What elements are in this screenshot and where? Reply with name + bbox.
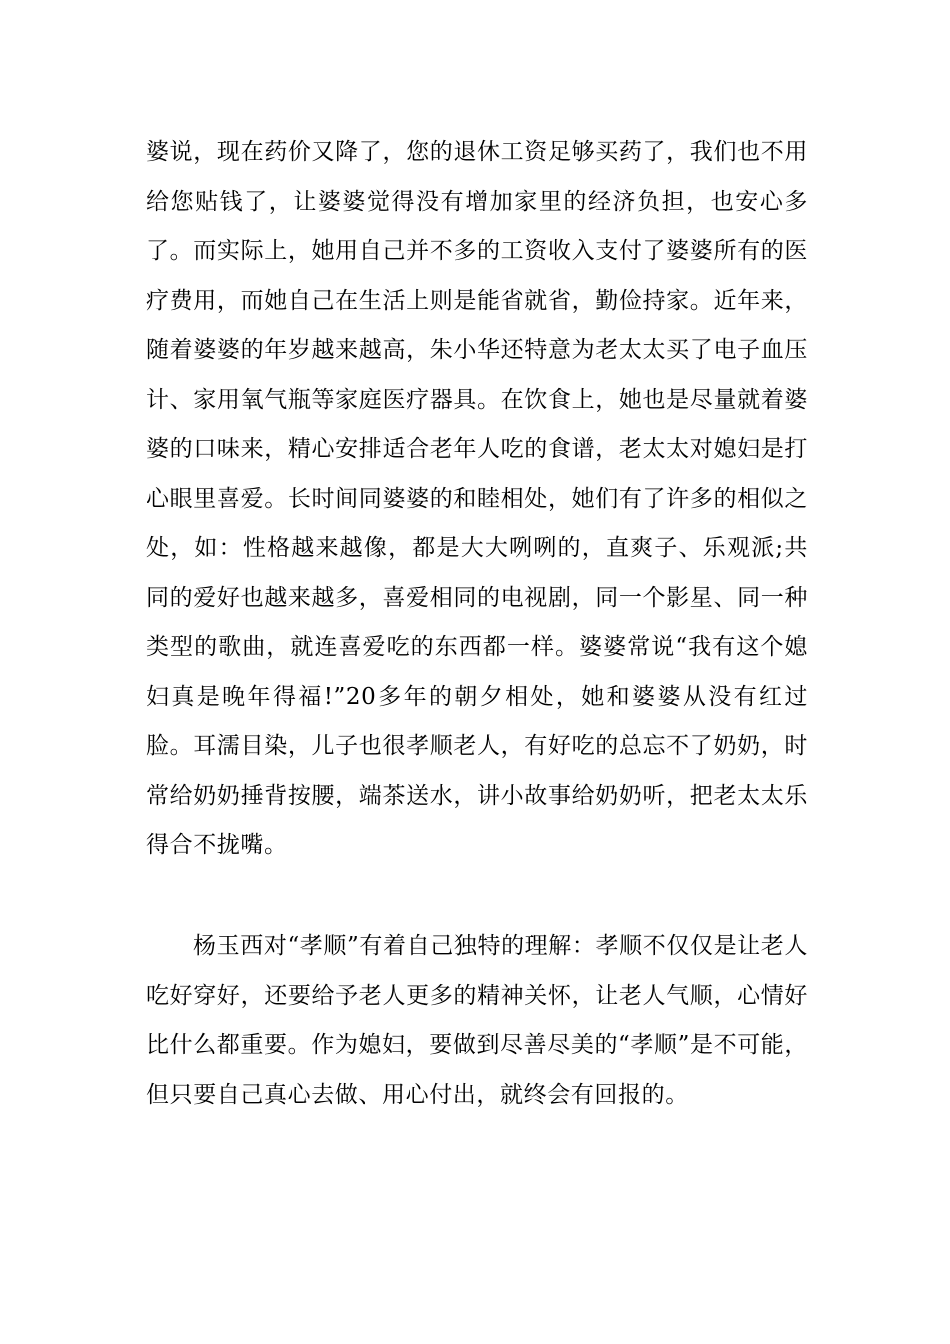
body-paragraph-1: 婆说，现在药价又降了，您的退休工资足够买药了，我们也不用给您贴钱了，让婆婆觉得没有增加家里的经济负担，也安心多了。而实际上，她用自己并不多的工资收入支付了婆婆所有的医疗费用，而她自己在生活上则是能省就省，勤俭持家。近年来，随着婆婆的年岁越来越高，朱小华还特意为老太太买了电子血压计、家用氧气瓶等家庭医疗器具。在饮食上，她也是尽量就着婆婆的口味来，精心安排适合老年人吃的食谱，老太太对媳妇是打心眼里喜爱。长时间同婆婆的和睦相处，她们有了许多的相似之处，如：性格越来越像，都是大大咧咧的，直爽子、乐观派;共同的爱好也越来越多，喜爱相同的电视剧，同一个影星、同一种类型的歌曲，就连喜爱吃的东西都一样。婆婆常说“我有这个媳妇真是晚年得福!”20多年的朝夕相处，她和婆婆从没有红过脸。耳濡目染，儿子也很孝顺老人，有好吃的总忘不了奶奶，时常给奶奶捶背按腰，端茶送水，讲小故事给奶奶听，把老太太乐得合不拢嘴。	[146, 139, 808, 858]
body-paragraph-2: 杨玉西对“孝顺”有着自己独特的理解：孝顺不仅仅是让老人吃好穿好，还要给予老人更多的精神关怀，让老人气顺，心情好比什么都重要。作为媳妇，要做到尽善尽美的“孝顺”是不可能，但只要自己真心去做、用心付出，就终会有回报的。	[146, 933, 808, 1108]
